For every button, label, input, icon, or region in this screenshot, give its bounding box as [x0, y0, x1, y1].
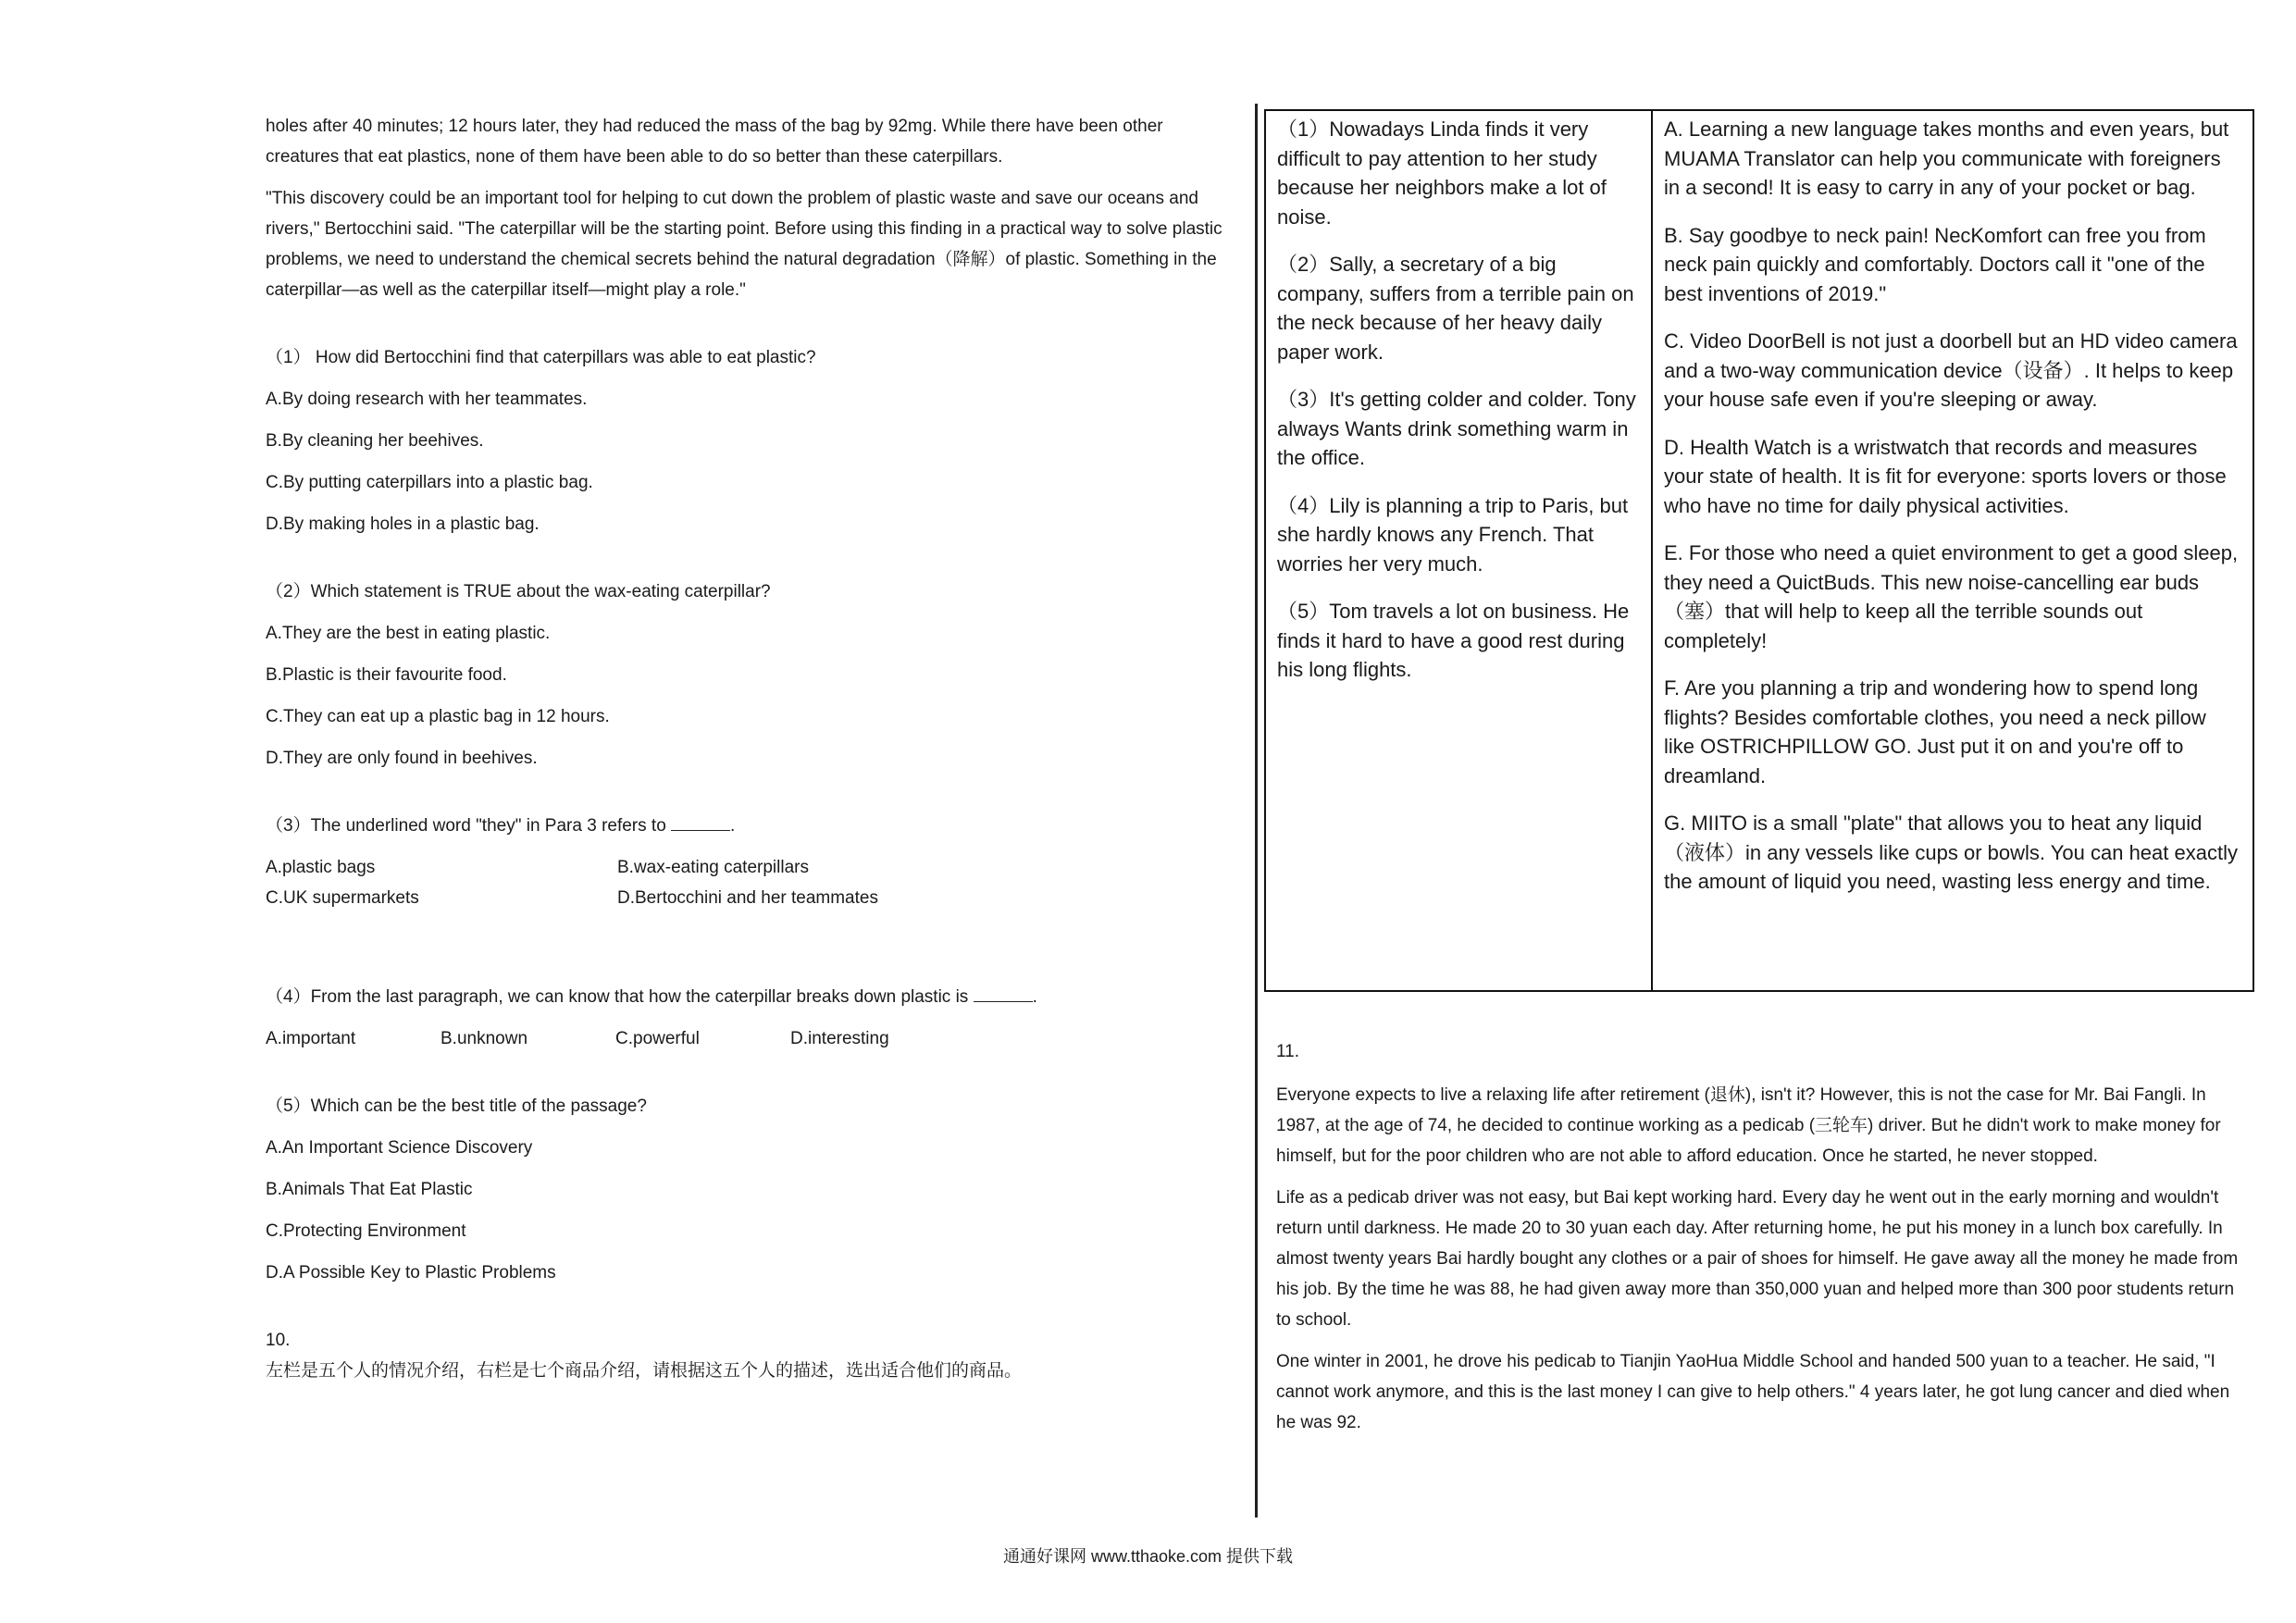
- product-item: D. Health Watch is a wristwatch that records and measures your state of health. It is fit for everyone: sports lovers or those who have no time for daily physical activities.: [1664, 435, 2227, 517]
- product-item: C. Video DoorBell is not just a doorbell but an HD video camera and a two-way communication device（设备）. It helps to keep your house safe even if you're sleeping or away.: [1664, 329, 2238, 411]
- person-item: （5）Tom travels a lot on business. He finds it hard to have a good rest during his long flights.: [1277, 600, 1630, 681]
- question-10-number: 10.: [266, 1331, 291, 1350]
- question-4-end: .: [1032, 987, 1037, 1007]
- option-3b: B.wax-eating caterpillars: [617, 858, 809, 877]
- product-item: A. Learning a new language takes months and even years, but MUAMA Translator can help you communicate with foreigners in a second! It is easy to carry in any of your pocket or bag.: [1664, 118, 2229, 199]
- option-4d: D.interesting: [790, 1029, 889, 1048]
- people-column: [1266, 111, 1653, 990]
- option-4b: B.unknown: [441, 1029, 528, 1048]
- option-4c: C.powerful: [615, 1029, 700, 1048]
- passage-paragraph: One winter in 2001, he drove his pedicab to Tianjin YaoHua Middle School and handed 500 yuan to a teacher. He said, "I cannot work anymore, and this is the last money I can give to help others." 4 years later, he got lung cancer and died when he was 92.: [1276, 1352, 2230, 1432]
- option-5c: C.Protecting Environment: [266, 1221, 466, 1241]
- option-2b: B.Plastic is their favourite food.: [266, 665, 507, 685]
- passage-paragraph: Everyone expects to live a relaxing life after retirement (退休), isn't it? However, this is not the case for Mr. Bai Fangli. In 1987, at the age of 74, he decided to continue working as a pedicab (三轮车) driver. But he didn't work to make money for himself, but for the poor children who are not able to afford education. Once he started, he never stopped.: [1276, 1085, 2221, 1166]
- option-1a: A.By doing research with her teammates.: [266, 390, 588, 409]
- question-11-passage: [1276, 1036, 2253, 1449]
- answer-blank: [974, 1001, 1033, 1002]
- option-1c: C.By putting caterpillars into a plastic bag.: [266, 473, 593, 492]
- answer-blank: [671, 830, 730, 831]
- matching-table: [1264, 109, 2254, 992]
- product-item: E. For those who need a quiet environment to get a good sleep, they need a QuictBuds. This new noise-cancelling ear buds（塞）that will help to keep all the terrible sounds out completely!: [1664, 541, 2239, 652]
- passage-paragraph: Life as a pedicab driver was not easy, but Bai kept working hard. Every day he went out in the early morning and wouldn't return until darkness. He made 20 to 30 yuan each day. After returning home, he put his money in a lunch box carefully. In almost twenty years Bai hardly bought any clothes or a pair of shoes for himself. He gave away all the money he made from his job. By the time he was 88, he had given away more than 350,000 yuan and helped more than 300 poor students return to school.: [1276, 1188, 2239, 1330]
- question-4-options: [266, 1023, 1235, 1054]
- passage-paragraph: holes after 40 minutes; 12 hours later, they had reduced the mass of the bag by 92mg. While there have been other creatures that eat plastics, none of them have been able to do so better than these caterpillars.: [266, 117, 1163, 167]
- person-item: （3）It's getting colder and colder. Tony always Wants drink something warm in the office.: [1277, 388, 1636, 469]
- left-column: [266, 111, 1235, 1397]
- product-item: F. Are you planning a trip and wondering how to spend long flights? Besides comfortable clothes, you need a neck pillow like OSTRICHPILLOW GO. Just put it on and you're off to dreamland.: [1664, 676, 2206, 787]
- column-divider: [1255, 104, 1258, 1518]
- question-2-stem: （2）Which statement is TRUE about the wax-eating caterpillar?: [266, 582, 771, 601]
- option-1d: D.By making holes in a plastic bag.: [266, 514, 540, 534]
- option-3c: C.UK supermarkets: [266, 888, 419, 908]
- option-5a: A.An Important Science Discovery: [266, 1138, 533, 1158]
- products-column: [1653, 111, 2253, 990]
- passage-paragraph: "This discovery could be an important tool for helping to cut down the problem of plastic waste and save our oceans and rivers," Bertocchini said. "The caterpillar will be the starting point. Before using this finding in a practical way to solve plastic problems, we need to understand the chemical secrets behind the natural degradation（降解）of plastic. Something in the caterpillar—as well as the caterpillar itself—might play a role.": [266, 189, 1222, 300]
- person-item: （2）Sally, a secretary of a big company, suffers from a terrible pain on the neck because of her heavy daily paper work.: [1277, 253, 1634, 364]
- question-4-text: （4）From the last paragraph, we can know that how the caterpillar breaks down plastic is: [266, 987, 969, 1007]
- option-3a: A.plastic bags: [266, 858, 376, 877]
- option-5b: B.Animals That Eat Plastic: [266, 1180, 473, 1199]
- option-4a: A.important: [266, 1029, 356, 1048]
- question-1-stem: （1） How did Bertocchini find that caterpillars was able to eat plastic?: [266, 348, 816, 367]
- person-item: （1）Nowadays Linda finds it very difficult to pay attention to her study because her neighbors make a lot of noise.: [1277, 118, 1607, 229]
- product-item: G. MIITO is a small "plate" that allows you to heat any liquid（液体）in any vessels like cups or bowls. You can heat exactly the amount of liquid you need, wasting less energy and time.: [1664, 812, 2238, 893]
- question-4-stem: [266, 982, 1235, 1012]
- option-2d: D.They are only found in beehives.: [266, 749, 538, 768]
- question-3-options: [266, 852, 1235, 913]
- question-3-end: .: [730, 816, 736, 836]
- question-3-stem: [266, 811, 1235, 841]
- person-item: （4）Lily is planning a trip to Paris, but she hardly knows any French. That worries her very much.: [1277, 493, 1629, 576]
- product-item: B. Say goodbye to neck pain! NecKomfort can free you from neck pain quickly and comfortably. Doctors call it "one of the best inventions of 2019.": [1664, 223, 2206, 305]
- option-5d: D.A Possible Key to Plastic Problems: [266, 1263, 556, 1282]
- page-footer: 通通好课网 www.tthaoke.com 提供下载: [1002, 1547, 1294, 1566]
- option-1b: B.By cleaning her beehives.: [266, 431, 484, 451]
- question-5-stem: （5）Which can be the best title of the passage?: [266, 1096, 647, 1116]
- option-2c: C.They can eat up a plastic bag in 12 hours.: [266, 707, 610, 726]
- option-2a: A.They are the best in eating plastic.: [266, 624, 551, 643]
- question-11-number: 11.: [1276, 1042, 1300, 1061]
- question-10-instruction: 左栏是五个人的情况介绍，右栏是七个商品介绍，请根据这五个人的描述，选出适合他们的商品。: [266, 1361, 1023, 1381]
- option-3d: D.Bertocchini and her teammates: [617, 888, 878, 908]
- question-3-text: （3）The underlined word "they" in Para 3 refers to: [266, 816, 666, 836]
